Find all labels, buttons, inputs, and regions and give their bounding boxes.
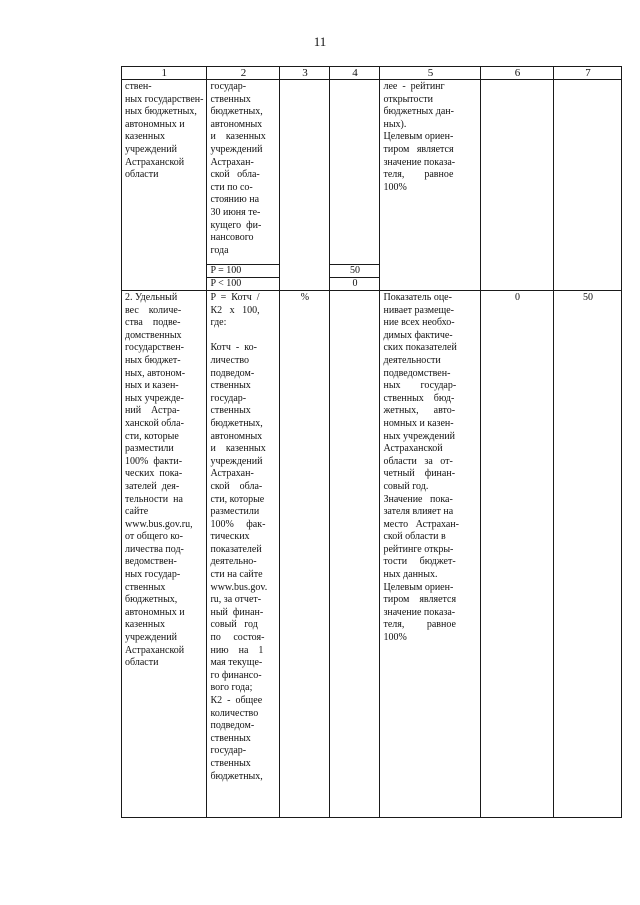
min-value-cell: 0	[481, 291, 554, 818]
condition-cell: P = 100	[207, 265, 280, 278]
unit-cell	[280, 80, 330, 291]
indicator-name-cell: 2. Удельный вес количе- ства подве- домственных государствен- ных бюджет- ных, автоном- ных и казен- ных учрежде- ний Астра- ханской обла- сти, которые разместили 100% факти- ческих пока- зателей дея- тельности на сайте www.bus.gov.ru, от общего ко- личества под- ведомствен- ных государ- ственных бюджетных, автономных и казенных учреждений Астраханской области	[122, 291, 207, 818]
header-cell: 5	[380, 67, 481, 80]
table-row	[122, 80, 622, 265]
score-cell: 0	[330, 278, 380, 291]
header-cell: 3	[280, 67, 330, 80]
table-header-row	[122, 67, 622, 80]
max-value-cell	[554, 80, 622, 291]
indicators-table	[121, 66, 622, 818]
score-cell	[330, 291, 380, 818]
description-cell: Показатель оце- нивает размеще- ние всех необхо- димых фактиче- ских показателей деятельности подведомствен- ных государ- ственных бюд- жетных, авто- номных и казен- ных учреждений Астраханской области за от- четный финан- совый год. Значение пока- зателя влияет на место Астрахан- ской области в рейтинге откры- тости бюджет- ных данных. Целевым ориен- тиром является значение показа- теля, равное 100%	[380, 291, 481, 818]
header-cell: 6	[481, 67, 554, 80]
header-cell: 7	[554, 67, 622, 80]
formula-cell: P = Котч / К2 х 100, где: Котч - ко- личество подведом- ственных государ- ственных бюджетных, автономных и казенных учреждений Астрахан- ской обла- сти, которые разместили 100% фак- тических показателей деятельно- сти на сайте www.bus.gov. ru, за отчет- ный финан- совый год по состоя- нию на 1 мая текуще- го финансо- вого года; К2 - общее количество подведом- ственных государ- ственных бюджетных,	[207, 291, 280, 818]
formula-cell: государ- ственных бюджетных, автономных и казенных учреждений Астрахан- ской обла- сти по со- стоянию на 30 июня те- кущего фи- нансового года	[207, 80, 280, 265]
min-value-cell	[481, 80, 554, 291]
max-value-cell: 50	[554, 291, 622, 818]
header-cell: 2	[207, 67, 280, 80]
indicator-name-cell: ствен- ных государствен- ных бюджетных, автономных и казенных учреждений Астраханской области	[122, 80, 207, 291]
page-number: 11	[313, 34, 327, 49]
header-cell: 1	[122, 67, 207, 80]
score-cell: 50	[330, 265, 380, 278]
table-row	[122, 291, 622, 818]
description-cell: лее - рейтинг открытости бюджетных дан- ных). Целевым ориен- тиром является значение показа- теля, равное 100%	[380, 80, 481, 291]
condition-cell: P < 100	[207, 278, 280, 291]
unit-cell: %	[280, 291, 330, 818]
score-cell	[330, 80, 380, 265]
header-cell: 4	[330, 67, 380, 80]
